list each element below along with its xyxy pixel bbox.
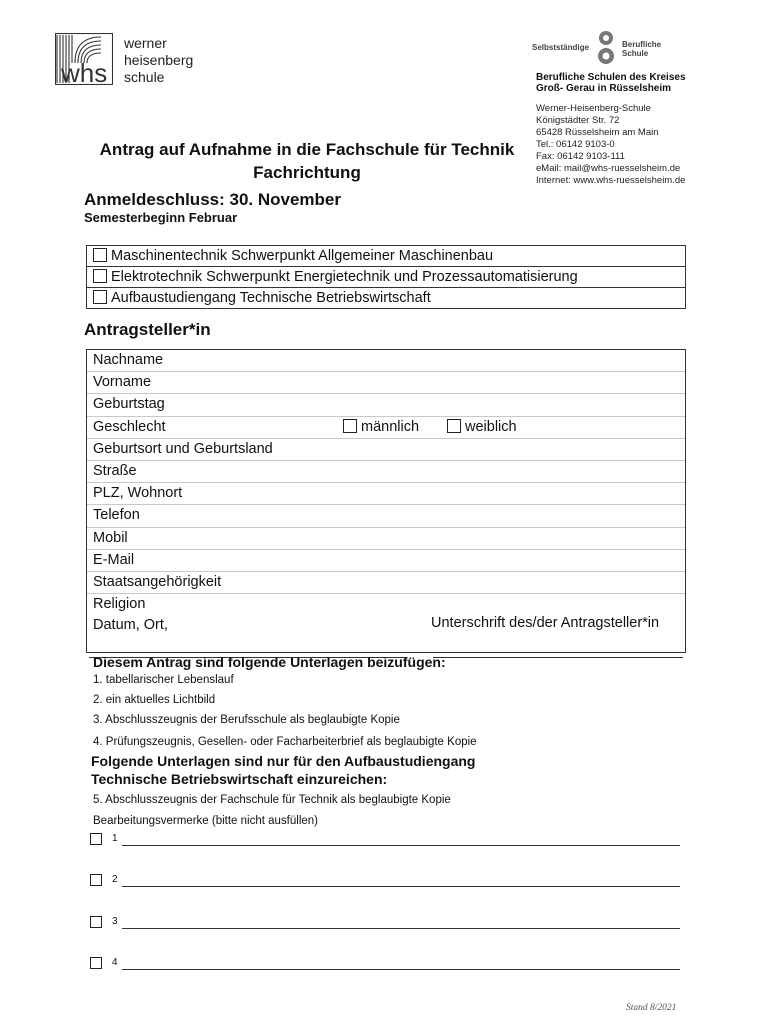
- attachment-item: 5. Abschlusszeugnis der Fachschule für Technik als beglaubigte Kopie: [93, 794, 451, 806]
- form-title-line: Antrag auf Aufnahme in die Fachschule für Technik: [99, 140, 515, 159]
- school-logo: [55, 33, 113, 85]
- processing-checkbox[interactable]: [90, 874, 102, 886]
- logo-name-line: heisenberg: [124, 52, 194, 68]
- field-label: Staatsangehörigkeit: [93, 573, 222, 590]
- gender-female-option[interactable]: [447, 417, 517, 438]
- deadline: Anmeldeschluss: 30. November: [84, 190, 341, 209]
- processing-line-number: 2: [112, 874, 118, 885]
- field-row-plz-wohnort[interactable]: [87, 483, 685, 505]
- form-title-line: Fachrichtung: [253, 163, 361, 182]
- additional-documents-title: [91, 752, 475, 788]
- field-label: Geburtsort und Geburtsland: [93, 440, 273, 457]
- date-place-label: Datum, Ort,: [93, 617, 168, 634]
- field-row-strasse[interactable]: [87, 461, 685, 483]
- signature-label: Unterschrift des/der Antragsteller*in: [431, 615, 660, 632]
- processing-line-number: 4: [112, 957, 118, 968]
- field-label: Vorname: [93, 374, 152, 391]
- address-line: Tel.: 06142 9103-0: [536, 139, 615, 150]
- additional-title-line: Technische Betriebswirtschaft einzureichen:: [91, 771, 388, 787]
- field-label: E-Mail: [93, 551, 135, 568]
- gender-female-label: weiblich: [465, 418, 517, 435]
- field-label: Nachname: [93, 352, 164, 368]
- address-line: Internet: www.whs-ruesselsheim.de: [536, 175, 686, 186]
- partner-logo-line: Berufliche: [622, 40, 662, 49]
- address-line: 65428 Rüsselsheim am Main: [536, 127, 659, 138]
- processing-line: [90, 916, 680, 930]
- field-row-staatsangehoerigkeit[interactable]: [87, 572, 685, 594]
- processing-checkbox[interactable]: [90, 916, 102, 928]
- partner-logo-left-text: Selbstständige: [532, 43, 589, 52]
- processing-rule[interactable]: [122, 969, 680, 970]
- field-row-vorname[interactable]: [87, 372, 685, 394]
- address-line: Königstädter Str. 72: [536, 115, 620, 126]
- field-row-telefon[interactable]: [87, 505, 685, 527]
- logo-school-name: [124, 35, 193, 86]
- address-line: Werner-Heisenberg-Schule: [536, 103, 651, 114]
- field-row-geburtsort[interactable]: [87, 439, 685, 461]
- processing-line: [90, 833, 680, 847]
- attachment-item: 1. tabellarischer Lebenslauf: [93, 674, 234, 686]
- course-option[interactable]: [87, 246, 685, 267]
- course-label: Aufbaustudiengang Technische Betriebswirtschaft: [111, 290, 431, 306]
- applicant-table: [86, 349, 686, 653]
- course-checkbox[interactable]: [93, 248, 107, 262]
- version-stamp: Stand 8/2021: [626, 1003, 677, 1013]
- field-row-nachname[interactable]: [87, 350, 685, 372]
- school-district-name: [536, 72, 686, 94]
- field-label: Straße: [93, 462, 137, 479]
- gear-icon: [592, 28, 620, 71]
- gender-male-checkbox[interactable]: [343, 419, 357, 433]
- course-checkbox[interactable]: [93, 290, 107, 304]
- field-row-mobil[interactable]: [87, 528, 685, 550]
- processing-rule[interactable]: [122, 886, 680, 887]
- course-option[interactable]: [87, 267, 685, 288]
- course-option[interactable]: [87, 288, 685, 308]
- processing-line: [90, 957, 680, 971]
- gender-male-option[interactable]: [343, 417, 419, 438]
- signature-line[interactable]: [433, 657, 683, 658]
- field-label: Mobil: [93, 529, 128, 546]
- field-row-religion[interactable]: [87, 594, 685, 615]
- processing-checkbox[interactable]: [90, 957, 102, 969]
- processing-line: [90, 874, 680, 888]
- address-line: Fax: 06142 9103-111: [536, 151, 625, 162]
- field-label: Geschlecht: [93, 418, 166, 435]
- course-label: Maschinentechnik Schwerpunkt Allgemeiner Maschinenbau: [111, 248, 494, 264]
- processing-rule[interactable]: [122, 845, 680, 846]
- processing-checkbox[interactable]: [90, 833, 102, 845]
- course-selection: [86, 245, 686, 309]
- attachment-item: 2. ein aktuelles Lichtbild: [93, 694, 216, 706]
- gender-male-label: männlich: [361, 418, 420, 435]
- course-label: Elektrotechnik Schwerpunkt Energietechnik und Prozessautomatisierung: [111, 269, 578, 285]
- logo-monogram: whs: [61, 58, 108, 85]
- logo-name-line: schule: [124, 69, 165, 85]
- processing-note: Bearbeitungsvermerke (bitte nicht ausfüllen): [93, 815, 319, 827]
- partner-logo-line: Schule: [622, 49, 649, 58]
- processing-line-number: 1: [112, 833, 118, 844]
- course-checkbox[interactable]: [93, 269, 107, 283]
- field-label: Geburtstag: [93, 396, 165, 413]
- attachment-item: 3. Abschlusszeugnis der Berufsschule als beglaubigte Kopie: [93, 714, 400, 726]
- school-address: [536, 103, 685, 187]
- partner-logo-right-text: [622, 40, 661, 58]
- processing-line-number: 3: [112, 916, 118, 927]
- field-label: Religion: [93, 596, 146, 613]
- attachments-title: Diesem Antrag sind folgende Unterlagen beizufügen:: [93, 654, 446, 670]
- processing-rule[interactable]: [122, 928, 680, 929]
- school-line: Berufliche Schulen des Kreises: [536, 72, 686, 83]
- semester-start: Semesterbeginn Februar: [84, 210, 238, 225]
- field-row-geburtstag[interactable]: [87, 394, 685, 416]
- logo-name-line: werner: [124, 35, 167, 51]
- field-row-email[interactable]: [87, 550, 685, 572]
- gender-female-checkbox[interactable]: [447, 419, 461, 433]
- address-line: eMail: mail@whs-ruesselsheim.de: [536, 163, 681, 174]
- attachment-item: 4. Prüfungszeugnis, Gesellen- oder Facharbeiterbrief als beglaubigte Kopie: [93, 736, 477, 748]
- additional-title-line: Folgende Unterlagen sind nur für den Aufbaustudiengang: [91, 753, 476, 769]
- field-row-geschlecht: [87, 417, 685, 439]
- form-title: [84, 138, 530, 184]
- field-label: PLZ, Wohnort: [93, 485, 183, 502]
- field-label: Telefon: [93, 507, 140, 524]
- school-line: Groß- Gerau in Rüsselsheim: [536, 83, 672, 94]
- applicant-section-title: Antragsteller*in: [84, 320, 211, 339]
